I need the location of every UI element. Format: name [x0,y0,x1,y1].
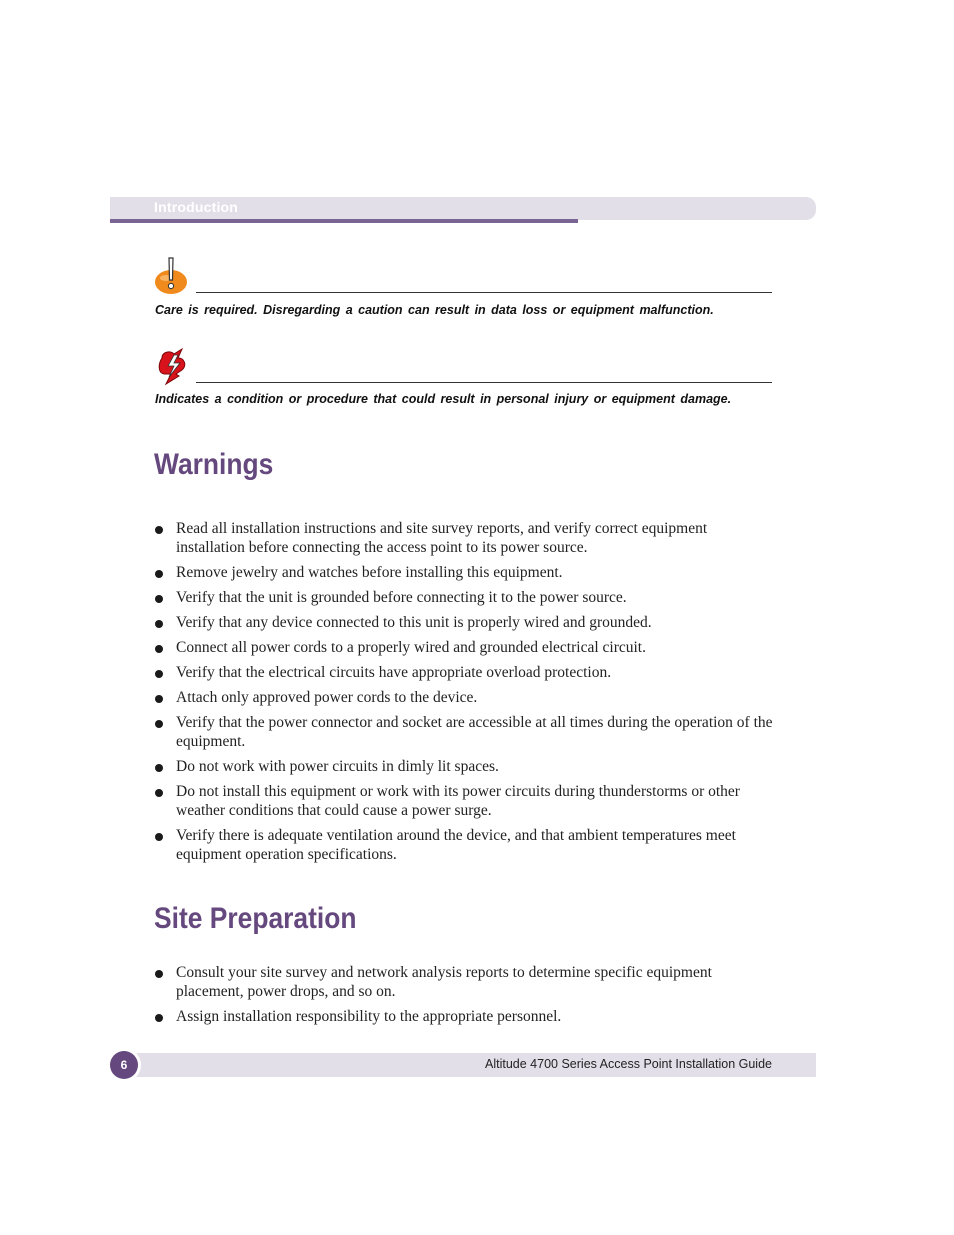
section-label: Introduction [154,199,239,215]
guide-title: Altitude 4700 Series Access Point Installation Guide [485,1057,772,1071]
warnings-list [154,519,774,870]
site-preparation-list [154,963,774,1032]
caution-icon [152,255,190,297]
list-item: Read all installation instructions and site survey reports, and verify correct equipment installation before connecting the access point to its power source. [154,519,774,557]
list-item: Connect all power cords to a properly wired and grounded electrical circuit. [154,638,774,657]
section-title-warnings: Warnings [154,448,274,481]
list-item: Verify there is adequate ventilation around the device, and that ambient temperatures meet equipment operation specifications. [154,826,774,864]
list-item: Remove jewelry and watches before installing this equipment. [154,563,774,582]
list-item: Verify that any device connected to this unit is properly wired and grounded. [154,613,774,632]
list-item: Verify that the power connector and socket are accessible at all times during the operation of the equipment. [154,713,774,751]
list-item: Consult your site survey and network analysis reports to determine specific equipment placement, power drops, and so on. [154,963,774,1001]
list-item: Do not install this equipment or work with its power circuits during thunderstorms or other weather conditions that could cause a power surge. [154,782,774,820]
list-item: Assign installation responsibility to the appropriate personnel. [154,1007,774,1026]
page-number: 6 [110,1051,138,1079]
list-item: Attach only approved power cords to the device. [154,688,774,707]
warning-text: Indicates a condition or procedure that could result in personal injury or equipment damage. [155,392,732,406]
list-item: Do not work with power circuits in dimly lit spaces. [154,757,774,776]
list-item: Verify that the electrical circuits have appropriate overload protection. [154,663,774,682]
caution-text: Care is required. Disregarding a caution can result in data loss or equipment malfunction. [155,303,714,317]
warning-rule [196,382,772,383]
header-rule [110,219,578,223]
warning-lightning-icon [152,346,192,386]
section-title-site-preparation: Site Preparation [154,902,357,935]
caution-rule [196,292,772,293]
list-item: Verify that the unit is grounded before connecting it to the power source. [154,588,774,607]
